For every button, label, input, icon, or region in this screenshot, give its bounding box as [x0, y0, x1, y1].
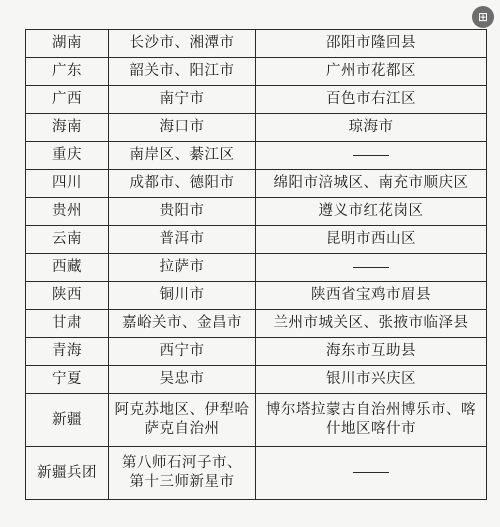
district-cell — [256, 254, 487, 282]
district-text: 陕西省宝鸡市眉县 — [311, 287, 431, 303]
city-text: 南岸区、綦江区 — [129, 147, 235, 163]
district-cell — [256, 394, 487, 447]
city-cell — [109, 198, 256, 226]
table-row — [26, 254, 487, 282]
region-name: 陕西 — [52, 287, 82, 303]
district-text: 银川市兴庆区 — [326, 371, 416, 387]
city-text: 长沙市、湘潭市 — [129, 35, 235, 51]
region-name: 四川 — [52, 175, 82, 191]
region-name: 新疆兵团 — [37, 464, 97, 481]
table-row — [26, 338, 487, 366]
region-name: 重庆 — [52, 147, 82, 163]
table-row — [26, 310, 487, 338]
city-cell — [109, 114, 256, 142]
empty-dash — [353, 155, 389, 156]
city-text: 海口市 — [159, 119, 205, 135]
city-text: 成都市、德阳市 — [129, 175, 235, 191]
table-row — [26, 30, 487, 58]
region-name: 湖南 — [52, 35, 82, 51]
region-cell — [26, 338, 109, 366]
city-text: 嘉峪关市、金昌市 — [122, 315, 242, 331]
city-text: 拉萨市 — [159, 259, 205, 275]
region-cell — [26, 30, 109, 58]
district-text: 昆明市西山区 — [326, 231, 416, 247]
city-text: 南宁市 — [159, 91, 205, 107]
city-text: 吴忠市 — [159, 371, 205, 387]
city-text: 萨克自治州 — [144, 421, 220, 437]
region-city-table — [25, 29, 487, 500]
district-cell — [256, 30, 487, 58]
empty-dash — [353, 472, 389, 473]
table-row — [26, 366, 487, 394]
district-cell — [256, 198, 487, 226]
city-cell — [109, 170, 256, 198]
viewer-overlay-icon[interactable]: ⊞ — [472, 6, 494, 28]
empty-dash — [353, 267, 389, 268]
region-name: 广西 — [52, 91, 82, 107]
district-text: 琼海市 — [348, 119, 394, 135]
region-cell — [26, 86, 109, 114]
region-name: 青海 — [52, 343, 82, 359]
region-name: 云南 — [52, 231, 82, 247]
district-cell — [256, 447, 487, 500]
city-text: 铜川市 — [159, 287, 205, 303]
district-cell — [256, 366, 487, 394]
district-cell — [256, 86, 487, 114]
district-cell — [256, 58, 487, 86]
district-cell — [256, 142, 487, 170]
region-cell — [26, 58, 109, 86]
region-name: 新疆 — [52, 411, 82, 428]
city-text: 西宁市 — [159, 343, 205, 359]
region-name: 西藏 — [52, 259, 82, 275]
city-cell — [109, 310, 256, 338]
table-row — [26, 142, 487, 170]
region-name: 宁夏 — [52, 371, 82, 387]
table-row — [26, 58, 487, 86]
district-cell — [256, 170, 487, 198]
city-cell — [109, 394, 256, 447]
city-text: 贵阳市 — [159, 203, 205, 219]
region-cell — [26, 170, 109, 198]
district-text: 什地区喀什市 — [326, 421, 416, 437]
region-name: 甘肃 — [52, 315, 82, 331]
district-cell — [256, 114, 487, 142]
district-text: 绵阳市涪城区、南充市顺庆区 — [273, 175, 469, 191]
district-text: 兰州市城关区、张掖市临泽县 — [273, 315, 469, 331]
region-cell — [26, 282, 109, 310]
city-text: 普洱市 — [159, 231, 205, 247]
city-text: 第八师石河子市、 — [122, 455, 242, 471]
district-cell — [256, 310, 487, 338]
city-cell — [109, 226, 256, 254]
district-cell — [256, 226, 487, 254]
city-text: 韶关市、阳江市 — [129, 63, 235, 79]
table-row — [26, 447, 487, 500]
region-cell — [26, 310, 109, 338]
city-text: 阿克苏地区、伊犁哈 — [114, 402, 250, 418]
table-row — [26, 282, 487, 310]
region-cell — [26, 394, 109, 447]
city-cell — [109, 366, 256, 394]
region-name: 海南 — [52, 119, 82, 135]
region-name: 广东 — [52, 63, 82, 79]
city-cell — [109, 142, 256, 170]
city-text: 第十三师新星市 — [129, 474, 235, 490]
district-cell — [256, 338, 487, 366]
district-text: 百色市右江区 — [326, 91, 416, 107]
city-cell — [109, 254, 256, 282]
city-cell — [109, 86, 256, 114]
district-text: 邵阳市隆回县 — [326, 35, 416, 51]
city-cell — [109, 447, 256, 500]
city-cell — [109, 338, 256, 366]
table-row — [26, 394, 487, 447]
region-name: 贵州 — [52, 203, 82, 219]
region-cell — [26, 142, 109, 170]
district-text: 博尔塔拉蒙古自治州博乐市、喀 — [266, 402, 476, 418]
district-text: 遵义市红花岗区 — [318, 203, 424, 219]
city-cell — [109, 282, 256, 310]
table-row — [26, 114, 487, 142]
table-row — [26, 170, 487, 198]
region-cell — [26, 114, 109, 142]
city-cell — [109, 30, 256, 58]
region-cell — [26, 447, 109, 500]
city-cell — [109, 58, 256, 86]
region-cell — [26, 226, 109, 254]
region-cell — [26, 254, 109, 282]
region-cell — [26, 366, 109, 394]
table-row — [26, 198, 487, 226]
table-row — [26, 226, 487, 254]
table-body — [26, 30, 487, 500]
district-text: 广州市花都区 — [326, 63, 416, 79]
district-cell — [256, 282, 487, 310]
region-cell — [26, 198, 109, 226]
table-row — [26, 86, 487, 114]
district-text: 海东市互助县 — [326, 343, 416, 359]
